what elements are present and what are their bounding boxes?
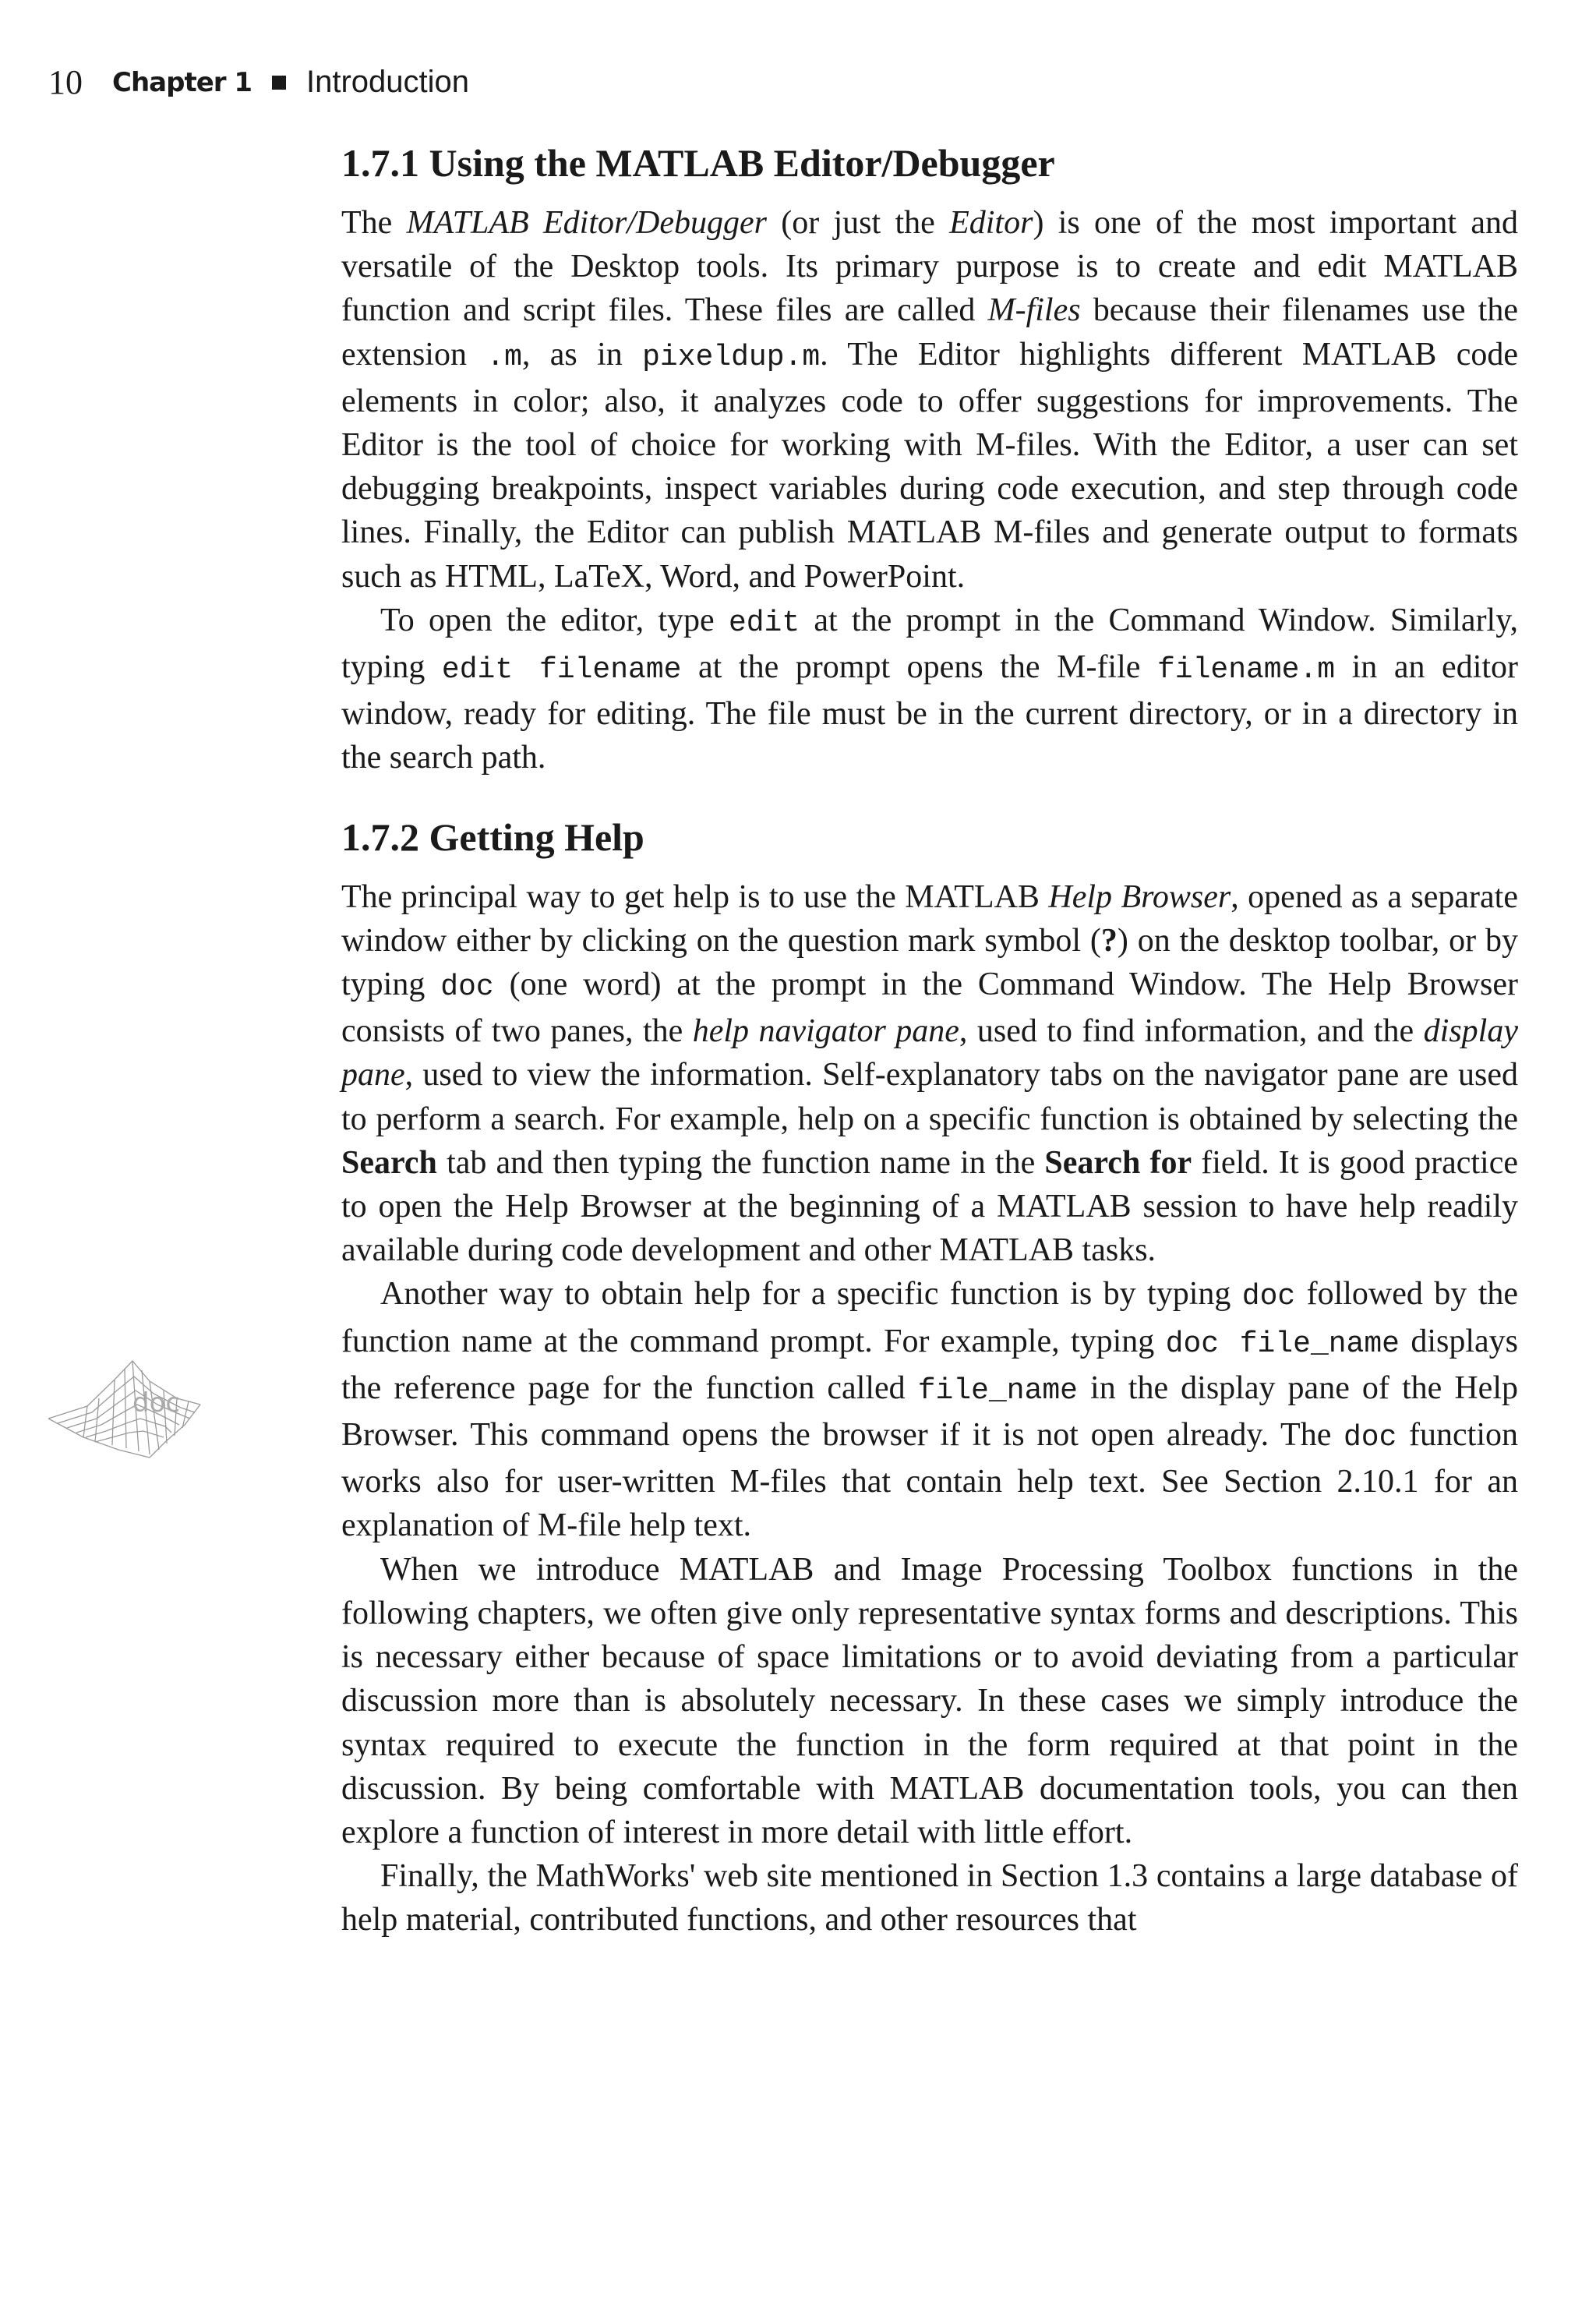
text-run: in an editor window, ready for editing. The file must be in the current directory, or in a directory in the search path. — [341, 649, 1519, 776]
code-inline: doc — [1343, 1421, 1397, 1455]
italic-term: display pane — [341, 1013, 1518, 1094]
code-inline: doc file_name — [1165, 1327, 1400, 1361]
text-run: , opened as a separate window either by clicking on the question mark symbol ( — [341, 878, 1518, 959]
text-run: ) is one of the most important and versatile of the Desktop tools. Its primary purpose is to create and edit MATLAB function and script files. These files are called — [341, 205, 1519, 329]
code-inline: file_name — [917, 1373, 1078, 1408]
text-run: because their filenames use the extension — [341, 292, 1518, 373]
italic-term: MATLAB Editor/Debugger — [406, 205, 767, 241]
chapter-title: Introduction — [306, 65, 470, 99]
section-heading-editor: 1.7.1 Using the MATLAB Editor/Debugger — [341, 141, 1055, 185]
text-run: (one word) at the prompt in the Command Window. The Help Browser consists of two panes, the — [341, 967, 1518, 1050]
text-run: ) on the desktop toolbar, or by typing — [341, 922, 1518, 1003]
paragraph: When we introduce MATLAB and Image Processing Toolbox functions in the following chapters, we often give only representative syntax forms and descriptions. This is necessary either because of space limitations or to avoid deviating from a particular discussion more than is absolutely necessary. In these cases we simply introduce the syntax required to execute the function in the form required at that point in the discussion. By being comfortable with MATLAB documentation tools, you can then explore a function of interest in more detail with little effort. — [341, 1551, 1518, 1850]
code-inline: doc — [1241, 1280, 1296, 1314]
paragraph: Finally, the MathWorks' web site mentioned in Section 1.3 contains a large database of help material, contributed functions, and other resources that — [341, 1858, 1518, 1938]
margin-icon-doc — [41, 1350, 204, 1459]
text-run: The — [341, 205, 407, 241]
header-square-bullet — [272, 76, 286, 90]
text-run: , as in — [521, 336, 643, 373]
paragraph — [341, 201, 1518, 599]
text-run: To open the editor, type — [380, 602, 729, 638]
section-heading-help: 1.7.2 Getting Help — [341, 815, 644, 859]
paragraph — [341, 875, 1518, 1273]
text-run: function works also for user-written M-files that contain help text. See Section 2.10.1 for an explanation of M-file help text. — [341, 1417, 1519, 1544]
text-run: , used to find information, and the — [959, 1013, 1424, 1050]
code-inline: pixeldup.m — [642, 340, 821, 374]
bold-term: Search — [341, 1144, 437, 1181]
bold-term: ? — [1100, 922, 1118, 959]
code-inline: .m — [486, 340, 522, 374]
text-run: (or just the — [766, 205, 950, 241]
italic-term: help navigator pane — [692, 1013, 959, 1050]
bold-term: Search for — [1044, 1144, 1192, 1181]
italic-term: Help Browser — [1048, 878, 1231, 915]
text-run: followed by the function name at the command prompt. For example, typing — [341, 1276, 1519, 1359]
text-run: displays the reference page for the function called — [341, 1323, 1518, 1406]
text-run: field. It is good practice to open the Help Browser at the beginning of a MATLAB session to have help readily available during code development and other MATLAB tasks. — [341, 1144, 1518, 1269]
code-inline: edit — [728, 606, 800, 640]
margin-label: doc — [132, 1387, 181, 1419]
text-run: in the display pane of the Help Browser. This command opens the browser if it is not open already. The — [341, 1369, 1518, 1454]
page-number: 10 — [48, 63, 83, 101]
text-run: tab and then typing the function name in the — [436, 1144, 1045, 1181]
text-run: Another way to obtain help for a specific function is by typing — [380, 1276, 1242, 1313]
chapter-label: Chapter 1 — [112, 66, 252, 98]
running-header — [48, 62, 469, 102]
text-run: , used to view the information. Self-explanatory tabs on the navigator pane are used to perform a search. For example, help on a specific function is obtained by selecting the — [341, 1057, 1518, 1137]
paragraph — [341, 599, 1518, 780]
paragraph — [341, 1272, 1518, 1547]
code-inline: filename.m — [1156, 653, 1336, 687]
code-inline: edit filename — [441, 653, 682, 687]
main-text — [341, 139, 1518, 1942]
italic-term: M-files — [987, 292, 1081, 329]
text-run: at the prompt in the Command Window. Similarly, typing — [341, 602, 1518, 686]
italic-term: Editor — [949, 205, 1033, 241]
text-run: at the prompt opens the M-file — [681, 649, 1157, 686]
text-run: The principal way to get help is to use the MATLAB — [341, 878, 1049, 915]
text-run: . The Editor highlights different MATLAB code elements in color; also, it analyzes code to offer suggestions for improvements. The Editor is the tool of choice for working with M-files. With the Editor, a user can set debugging breakpoints, inspect variables during code execution, and step through code lines. Finally, the Editor can publish MATLAB M-files and generate output to formats such as HTML, LaTeX, Word, and PowerPoint. — [341, 336, 1519, 595]
code-inline: doc — [440, 970, 494, 1005]
